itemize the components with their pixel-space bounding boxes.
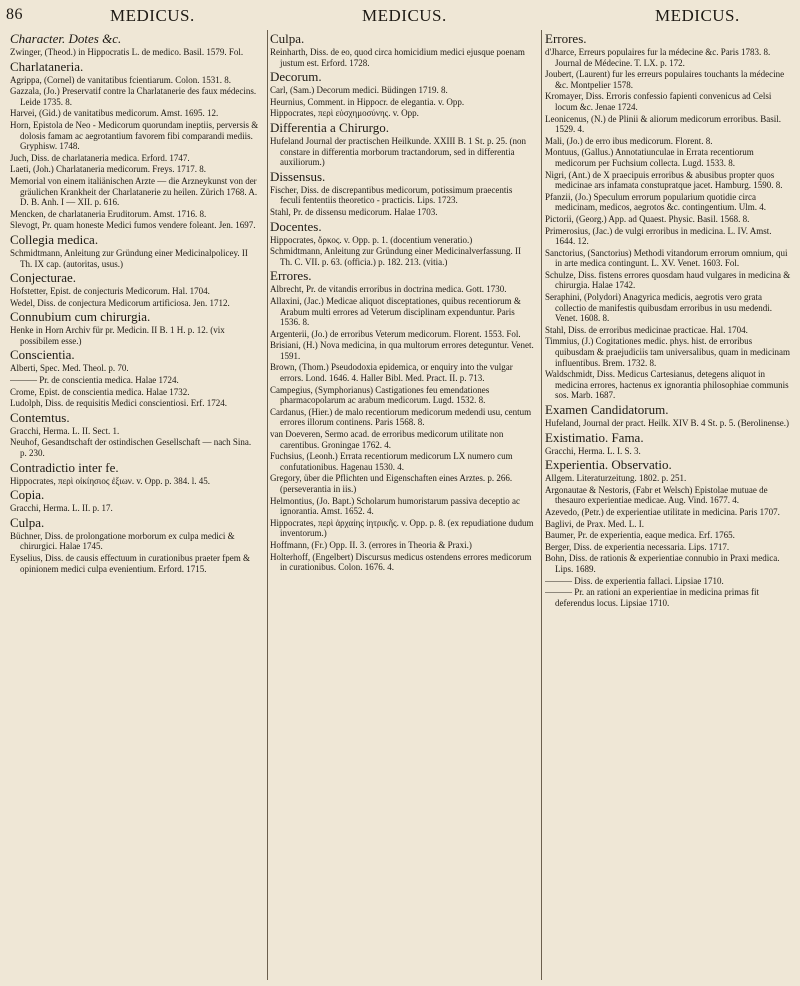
bibliography-entry: Schmidtmann, Anleitung zur Gründung einer Medicinalpolicey. II Th. IX cap. (autoritas, usus.) xyxy=(10,247,248,269)
bibliography-entry: Berger, Diss. de experientia necessaria. Lips. 1717. xyxy=(545,541,730,552)
bibliography-entry: Albrecht, Pr. de vitandis erroribus in doctrina medica. Gott. 1730. xyxy=(270,284,507,295)
bibliography-entry: Fuchsius, (Leonh.) Errata recentiorum medicorum LX numero cum confutationibus. Hagenau 1530. 4. xyxy=(270,451,513,472)
section-heading: Character. Dotes &c. xyxy=(10,31,122,46)
bibliography-entry: Allgem. Literaturzeitung. 1802. p. 251. xyxy=(545,473,687,484)
section-heading: Connubium cum chirurgia. xyxy=(10,309,151,325)
bibliography-entry: Hippocrates, περὶ ἀρχαίης ἰητρικῆς. v. Opp. p. 8. (ex repudiatione dudum inventorum.) xyxy=(270,517,534,539)
bibliography-entry: Waldschmidt, Diss. Medicus Cartesianus, detegens aliquot in medicina errores, hactenus ex ignorantia philosophiae communis sos. Marb. 1687. xyxy=(545,369,789,401)
bibliography-entry: Neuhof, Gesandtschaft der ostindischen Gesellschaft — nach Sina. p. 230. xyxy=(10,437,252,459)
bibliography-entry: Pictorii, (Georg.) App. ad Quaest. Physic. Basil. 1568. 8. xyxy=(545,213,750,224)
bibliography-entry: Brown, (Thom.) Pseudodoxia epidemica, or enquiry into the vulgar errors. Lond. 1646. 4. Haller Bibl. Med. Pract. II. p. 713. xyxy=(270,362,513,384)
section-heading: Errores. xyxy=(270,268,312,284)
section-heading: Decorum. xyxy=(270,69,322,85)
bibliography-entry: Eyselius, Diss. de causis effectuum in curationibus praeter fpem & opinionem medici culpa evenientium. Erford. 1715. xyxy=(10,553,251,574)
bibliography-entry: Horn, Epistola de Neo - Medicorum quorundam ineptiis, perversis & dolosis famam ac aegrotantium favorem fibi comparandi mediis. Gryphisw. 1748. xyxy=(10,119,259,152)
bibliography-entry: Juch, Diss. de charlataneria medica. Erford. 1747. xyxy=(10,152,190,163)
bibliography-entry: Schulze, Diss. fistens errores quosdam haud vulgares in medicina & chirurgia. Halae 1742. xyxy=(545,269,791,291)
bibliography-entry: Gregory, über die Pflichten und Eigenschaften eines Arztes. p. 266. (perseverantia in iis.) xyxy=(270,473,513,494)
bibliography-entry: Carl, (Sam.) Decorum medici. Büdingen 1719. 8. xyxy=(270,85,448,96)
bibliography-entry: Crome, Epist. de conscientia medica. Halae 1732. xyxy=(10,386,190,397)
bibliography-entry: Bohn, Diss. de rationis & experientiae connubio in Praxi medica. Lips. 1689. xyxy=(545,553,780,574)
bibliography-entry: Büchner, Diss. de prolongatione morborum ex culpa medici & chirurgici. Halae 1745. xyxy=(10,530,235,552)
bibliography-entry: Nigri, (Ant.) de X praecipuis erroribus & abusibus propter quos medicinae ars infamata constupratque jacet. Hamburg. 1590. 8. xyxy=(545,169,783,191)
running-head-middle: MEDICUS. xyxy=(362,6,447,25)
section-heading: Docentes. xyxy=(270,218,322,234)
section-heading: Experientia. Observatio. xyxy=(545,457,672,473)
section-heading: Culpa. xyxy=(270,31,305,46)
bibliography-entry: van Doeveren, Sermo acad. de erroribus medicorum utilitate non carentibus. Groningae 1762. 4. xyxy=(270,429,504,450)
bibliography-entry: Wedel, Diss. de conjectura Medicorum artificiosa. Jen. 1712. xyxy=(10,297,230,308)
column-middle xyxy=(270,30,538,986)
bibliography-entry: Mali, (Jo.) de erro ibus medicorum. Florent. 8. xyxy=(545,135,713,146)
bibliography-entry: Laeti, (Joh.) Charlataneria medicorum. Freys. 1717. 8. xyxy=(10,164,206,175)
bibliography-entry: Ludolph, Diss. de requisitis Medici conscientiosi. Erf. 1724. xyxy=(10,398,227,409)
bibliography-entry: Helmontius, (Jo. Bapt.) Scholarum humoristarum passiva deceptio ac ignorantia. Amst. 1652. 4. xyxy=(270,495,520,517)
bibliography-entry: Gracchi, Herma. L. II. p. 17. xyxy=(10,503,113,514)
bibliography-entry: Sanctorius, (Sanctorius) Methodi vitandorum errorum omnium, qui in arte medica contingunt. L. XV. Venet. 1603. Fol. xyxy=(545,247,788,269)
bibliography-entry: Primerosius, (Jac.) de vulgi erroribus in medicina. L. IV. Amst. 1644. 12. xyxy=(545,225,772,247)
section-heading: Contradictio inter fe. xyxy=(10,459,119,475)
bibliography-entry: ——— Pr. de conscientia medica. Halae 1724. xyxy=(10,375,179,386)
bibliography-entry: Allaxini, (Jac.) Medicae aliquot disceptationes, quibus recentiorum & Arabum multi errores ad Veterum disciplinam expenduntur. Paris 1536. 8. xyxy=(270,295,521,328)
bibliography-entry: Alberti, Spec. Med. Theol. p. 70. xyxy=(10,363,129,374)
running-head-right: MEDICUS. xyxy=(655,6,740,25)
section-heading: Conjecturae. xyxy=(10,270,77,286)
bibliography-entry: Mencken, de charlataneria Eruditorum. Amst. 1716. 8. xyxy=(10,208,207,219)
bibliography-entry: Hippocrates, περὶ οἰκίησιος ἐξιων. v. Opp. p. 384. l. 45. xyxy=(10,475,211,486)
bibliography-entry: Heurnius, Comment. in Hippocr. de elegantia. v. Opp. xyxy=(270,96,465,107)
bibliography-entry: Stahl, Diss. de erroribus medicinae practicae. Hal. 1704. xyxy=(545,324,748,335)
page-number: 86 xyxy=(6,6,23,23)
bibliography-entry: Agrippa, (Cornel) de vanitatibus fcientiarum. Colon. 1531. 8. xyxy=(10,74,231,85)
section-heading: Culpa. xyxy=(10,514,45,530)
section-heading: Differentia a Chirurgo. xyxy=(270,119,390,135)
bibliography-entry: Zwinger, (Theod.) in Hippocratis L. de medico. Basil. 1579. Fol. xyxy=(10,47,244,57)
bibliography-entry: Hoffmann, (Fr.) Opp. II. 3. (errores in Theoria & Praxi.) xyxy=(270,539,472,550)
section-heading: Examen Candidatorum. xyxy=(545,402,669,417)
bibliography-entry: Azevedo, (Petr.) de experientiae utilitate in medicina. Paris 1707. xyxy=(545,506,780,517)
bibliography-entry: Hufeland, Journal der pract. Heilk. XIV B. 4 St. p. 5. (Berolinense.) xyxy=(545,418,790,428)
bibliography-entry: Hufeland Journal der practischen Heilkunde. XXIII B. 1 St. p. 25. (non constare in differentia morborum tractandorum, sed in differentia auxiliorum.) xyxy=(270,135,526,168)
bibliography-entry: Harvei, (Gid.) de vanitatibus medicorum. Amst. 1695. 12. xyxy=(10,108,219,119)
bibliography-entry: ——— Diss. de experientia fallaci. Lipsiae 1710. xyxy=(545,575,724,586)
bibliography-entry: Pfanzii, (Jo.) Speculum errorum popularium quotidie circa medicinam, medicos, aegrotos &c. contingentium. Ulm. 4. xyxy=(545,191,766,213)
bibliography-entry: Fischer, Diss. de discrepantibus medicorum, potissimum praecentis feculi fententiis theoretico - practicis. Lips. 1723. xyxy=(270,184,513,206)
column-right xyxy=(545,30,795,986)
section-heading: Collegia medica. xyxy=(10,231,99,247)
section-heading: Existimatio. Fama. xyxy=(545,429,644,445)
bibliography-entry: ——— Pr. an rationi an experientiae in medicina primas fit deferendus locus. Lipsiae 1710. xyxy=(545,587,759,608)
bibliography-entry: Seraphini, (Polydori) Anagyrica medicis, aegrotis vero grata collectio de manifestis quibusdam erroribus in usu medendi. Venet. 1608. 8. xyxy=(545,292,772,324)
section-heading: Dissensus. xyxy=(270,168,326,184)
bibliography-entry: Baglivi, de Prax. Med. L. I. xyxy=(545,518,644,529)
bibliography-entry: Joubert, (Laurent) fur les erreurs populaires touchants la médecine &c. Montpelier 1578. xyxy=(545,69,785,90)
bibliography-entry: Stahl, Pr. de dissensu medicorum. Halae 1703. xyxy=(270,206,438,217)
bibliography-entry: Henke in Horn Archiv für pr. Medicin. II B. 1 H. p. 12. (vix possibilem esse.) xyxy=(10,325,225,346)
text-columns xyxy=(0,30,800,986)
running-header xyxy=(0,6,800,26)
bibliography-entry: Timmius, (J.) Cogitationes medic. phys. hist. de erroribus quibusdam & praejudiciis tam universalibus, quam in medicinam influentibus. Brem. 1732. 8. xyxy=(545,336,790,368)
bibliography-entry: Gracchi, Herma. L. I. S. 3. xyxy=(545,445,641,456)
bibliography-entry: Holterhoff, (Engelbert) Discursus medicus ostendens errores medicorum in curationibus. Colon. 1676. 4. xyxy=(270,551,532,573)
running-head-left: MEDICUS. xyxy=(110,6,195,25)
bibliography-entry: Kromayer, Diss. Erroris confessio fapienti convenicus ad Celsi locum &c. Jenae 1724. xyxy=(545,91,772,112)
bibliography-entry: Gazzala, (Jo.) Preservatif contre la Charlatanerie des faux médecins. Leide 1735. 8. xyxy=(10,86,257,107)
section-heading: Contemtus. xyxy=(10,409,70,425)
bibliography-entry: Hippocrates, ὅρκος. v. Opp. p. 1. (docentium veneratio.) xyxy=(270,234,473,245)
bibliography-entry: d'Jharce, Erreurs populaires fur la médecine &c. Paris 1783. 8. Journal de Médecine. T. LX. p. 172. xyxy=(545,47,771,68)
bibliography-entry: Campegius, (Symphorianus) Castigationes feu emendationes pharmacopolarum ac arabum medicorum. Lugd. 1532. 8. xyxy=(270,384,490,406)
section-heading: Charlataneria. xyxy=(10,58,84,74)
section-heading: Copia. xyxy=(10,487,45,503)
section-heading: Errores. xyxy=(545,31,587,46)
bibliography-entry: Schmidtmann, Anleitung zur Gründung einer Medicinalverfassung. II Th. C. VII. p. 63. (officia.) p. 182. 213. (vitia.) xyxy=(270,246,521,267)
bibliography-entry: Hofstetter, Epist. de conjecturis Medicorum. Hal. 1704. xyxy=(10,286,210,297)
bibliography-entry: Leonicenus, (N.) de Plinii & aliorum medicorum erroribus. Basil. 1529. 4. xyxy=(545,113,781,135)
bibliography-entry: Gracchi, Herma. L. II. Sect. 1. xyxy=(10,425,120,436)
bibliography-entry: Hippocrates, περὶ εὐσχημοσύνης. v. Opp. xyxy=(270,108,419,119)
bibliography-entry: Slevogt, Pr. quam honeste Medici fumos vendere foleant. Jen. 1697. xyxy=(10,220,256,231)
column-left xyxy=(10,30,264,986)
bibliography-entry: Memorial von einem italiänischen Arzte — die Arzneykunst von der gräulichen Krankheit der Charlatanerie zu heilen. Zürich 1768. A. D. B. Anh. I — XII. p. 616. xyxy=(10,175,258,208)
bibliography-entry: Argenterii, (Jo.) de erroribus Veterum medicorum. Florent. 1553. Fol. xyxy=(270,328,521,339)
bibliography-entry: Reinharth, Diss. de eo, quod circa homicidium medici ejusque poenam justum est. Erford. 1728. xyxy=(270,47,525,68)
bibliography-entry: Argonautae & Nestoris, (Fabr et Welsch) Epistolae mutuae de thesauro experientiae medicae. Aug. Vind. 1677. 4. xyxy=(545,484,768,506)
bibliography-entry: Brisiani, (H.) Nova medicina, in qua multorum errores deteguntur. Venet. 1591. xyxy=(270,340,534,361)
bibliography-entry: Cardanus, (Hier.) de malo recentiorum medicorum medendi usu, centum errores illorum continens. Paris 1568. 8. xyxy=(270,406,532,428)
section-heading: Conscientia. xyxy=(10,347,75,363)
bibliography-entry: Montuus, (Gallus.) Annotatiunculae in Errata recentiorum medicorum per Fuchsium collecta. Lugd. 1533. 8. xyxy=(545,147,754,168)
bibliography-entry: Baumer, Pr. de experientia, eaque medica. Erf. 1765. xyxy=(545,530,735,541)
